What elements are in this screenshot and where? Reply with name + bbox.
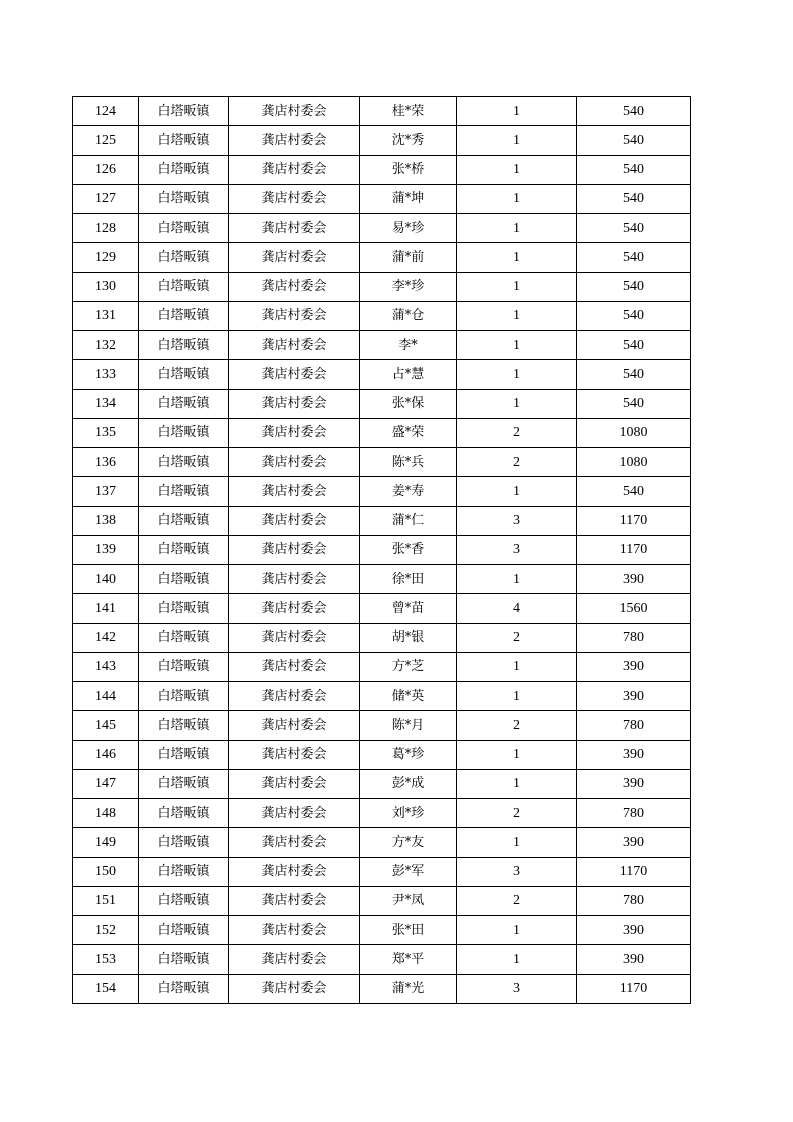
table-row [73, 711, 691, 740]
name-cell: 沈*秀 [360, 126, 457, 155]
town-cell: 白塔畈镇 [139, 945, 229, 974]
amount-cell: 540 [577, 272, 691, 301]
table-row [73, 682, 691, 711]
town-cell: 白塔畈镇 [139, 243, 229, 272]
row-number-cell: 132 [73, 331, 139, 360]
count-cell: 1 [457, 360, 577, 389]
town-cell: 白塔畈镇 [139, 799, 229, 828]
amount-cell: 1080 [577, 418, 691, 447]
roster-table-body [73, 97, 691, 1004]
count-cell: 2 [457, 623, 577, 652]
name-cell: 张*香 [360, 535, 457, 564]
count-cell: 1 [457, 477, 577, 506]
village-cell: 龚店村委会 [229, 448, 360, 477]
table-row [73, 740, 691, 769]
amount-cell: 540 [577, 126, 691, 155]
table-row [73, 769, 691, 798]
table-row [73, 243, 691, 272]
count-cell: 3 [457, 974, 577, 1003]
name-cell: 方*友 [360, 828, 457, 857]
count-cell: 1 [457, 97, 577, 126]
name-cell: 蒲*光 [360, 974, 457, 1003]
village-cell: 龚店村委会 [229, 477, 360, 506]
amount-cell: 780 [577, 623, 691, 652]
name-cell: 葛*珍 [360, 740, 457, 769]
row-number-cell: 149 [73, 828, 139, 857]
count-cell: 1 [457, 828, 577, 857]
table-row [73, 360, 691, 389]
table-row [73, 594, 691, 623]
amount-cell: 540 [577, 155, 691, 184]
table-row [73, 97, 691, 126]
name-cell: 彭*成 [360, 769, 457, 798]
village-cell: 龚店村委会 [229, 652, 360, 681]
amount-cell: 390 [577, 740, 691, 769]
town-cell: 白塔畈镇 [139, 184, 229, 213]
town-cell: 白塔畈镇 [139, 418, 229, 447]
town-cell: 白塔畈镇 [139, 331, 229, 360]
table-row [73, 974, 691, 1003]
town-cell: 白塔畈镇 [139, 916, 229, 945]
amount-cell: 780 [577, 711, 691, 740]
table-row [73, 506, 691, 535]
name-cell: 张*桥 [360, 155, 457, 184]
table-row [73, 126, 691, 155]
amount-cell: 390 [577, 828, 691, 857]
name-cell: 胡*银 [360, 623, 457, 652]
table-row [73, 857, 691, 886]
table-row [73, 272, 691, 301]
name-cell: 蒲*前 [360, 243, 457, 272]
table-row [73, 418, 691, 447]
row-number-cell: 131 [73, 301, 139, 330]
village-cell: 龚店村委会 [229, 594, 360, 623]
village-cell: 龚店村委会 [229, 243, 360, 272]
table-row [73, 389, 691, 418]
town-cell: 白塔畈镇 [139, 594, 229, 623]
row-number-cell: 129 [73, 243, 139, 272]
amount-cell: 1170 [577, 974, 691, 1003]
table-row [73, 799, 691, 828]
village-cell: 龚店村委会 [229, 769, 360, 798]
count-cell: 1 [457, 272, 577, 301]
count-cell: 1 [457, 945, 577, 974]
count-cell: 1 [457, 652, 577, 681]
town-cell: 白塔畈镇 [139, 360, 229, 389]
name-cell: 陈*月 [360, 711, 457, 740]
village-cell: 龚店村委会 [229, 214, 360, 243]
name-cell: 储*英 [360, 682, 457, 711]
town-cell: 白塔畈镇 [139, 155, 229, 184]
town-cell: 白塔畈镇 [139, 506, 229, 535]
amount-cell: 540 [577, 97, 691, 126]
amount-cell: 1170 [577, 535, 691, 564]
town-cell: 白塔畈镇 [139, 711, 229, 740]
row-number-cell: 138 [73, 506, 139, 535]
amount-cell: 540 [577, 301, 691, 330]
town-cell: 白塔畈镇 [139, 565, 229, 594]
name-cell: 郑*平 [360, 945, 457, 974]
amount-cell: 540 [577, 184, 691, 213]
table-row [73, 828, 691, 857]
count-cell: 1 [457, 301, 577, 330]
name-cell: 李*珍 [360, 272, 457, 301]
row-number-cell: 124 [73, 97, 139, 126]
row-number-cell: 141 [73, 594, 139, 623]
town-cell: 白塔畈镇 [139, 857, 229, 886]
village-cell: 龚店村委会 [229, 418, 360, 447]
name-cell: 姜*寿 [360, 477, 457, 506]
village-cell: 龚店村委会 [229, 535, 360, 564]
village-cell: 龚店村委会 [229, 711, 360, 740]
town-cell: 白塔畈镇 [139, 272, 229, 301]
village-cell: 龚店村委会 [229, 126, 360, 155]
count-cell: 1 [457, 184, 577, 213]
count-cell: 2 [457, 799, 577, 828]
village-cell: 龚店村委会 [229, 916, 360, 945]
name-cell: 徐*田 [360, 565, 457, 594]
table-row [73, 535, 691, 564]
count-cell: 1 [457, 916, 577, 945]
table-row [73, 214, 691, 243]
amount-cell: 540 [577, 243, 691, 272]
amount-cell: 540 [577, 477, 691, 506]
amount-cell: 540 [577, 360, 691, 389]
town-cell: 白塔畈镇 [139, 740, 229, 769]
table-row [73, 477, 691, 506]
village-cell: 龚店村委会 [229, 565, 360, 594]
village-cell: 龚店村委会 [229, 272, 360, 301]
town-cell: 白塔畈镇 [139, 301, 229, 330]
town-cell: 白塔畈镇 [139, 828, 229, 857]
name-cell: 蒲*仓 [360, 301, 457, 330]
row-number-cell: 139 [73, 535, 139, 564]
row-number-cell: 148 [73, 799, 139, 828]
town-cell: 白塔畈镇 [139, 126, 229, 155]
name-cell: 盛*荣 [360, 418, 457, 447]
village-cell: 龚店村委会 [229, 945, 360, 974]
village-cell: 龚店村委会 [229, 155, 360, 184]
name-cell: 蒲*仁 [360, 506, 457, 535]
count-cell: 1 [457, 565, 577, 594]
town-cell: 白塔畈镇 [139, 769, 229, 798]
name-cell: 占*慧 [360, 360, 457, 389]
town-cell: 白塔畈镇 [139, 886, 229, 915]
table-row [73, 184, 691, 213]
town-cell: 白塔畈镇 [139, 652, 229, 681]
count-cell: 1 [457, 389, 577, 418]
village-cell: 龚店村委会 [229, 740, 360, 769]
count-cell: 3 [457, 857, 577, 886]
amount-cell: 390 [577, 769, 691, 798]
town-cell: 白塔畈镇 [139, 97, 229, 126]
amount-cell: 390 [577, 916, 691, 945]
row-number-cell: 144 [73, 682, 139, 711]
row-number-cell: 127 [73, 184, 139, 213]
name-cell: 张*田 [360, 916, 457, 945]
village-cell: 龚店村委会 [229, 97, 360, 126]
town-cell: 白塔畈镇 [139, 682, 229, 711]
amount-cell: 390 [577, 652, 691, 681]
amount-cell: 780 [577, 886, 691, 915]
amount-cell: 390 [577, 682, 691, 711]
row-number-cell: 143 [73, 652, 139, 681]
table-row [73, 652, 691, 681]
count-cell: 1 [457, 682, 577, 711]
name-cell: 蒲*坤 [360, 184, 457, 213]
count-cell: 1 [457, 243, 577, 272]
row-number-cell: 136 [73, 448, 139, 477]
roster-table [72, 96, 691, 1004]
village-cell: 龚店村委会 [229, 857, 360, 886]
name-cell: 张*保 [360, 389, 457, 418]
row-number-cell: 126 [73, 155, 139, 184]
count-cell: 1 [457, 126, 577, 155]
row-number-cell: 125 [73, 126, 139, 155]
table-row [73, 945, 691, 974]
name-cell: 桂*荣 [360, 97, 457, 126]
town-cell: 白塔畈镇 [139, 448, 229, 477]
count-cell: 1 [457, 331, 577, 360]
table-row [73, 623, 691, 652]
town-cell: 白塔畈镇 [139, 214, 229, 243]
table-row [73, 331, 691, 360]
village-cell: 龚店村委会 [229, 682, 360, 711]
town-cell: 白塔畈镇 [139, 623, 229, 652]
table-row [73, 448, 691, 477]
row-number-cell: 153 [73, 945, 139, 974]
row-number-cell: 135 [73, 418, 139, 447]
count-cell: 2 [457, 448, 577, 477]
town-cell: 白塔畈镇 [139, 974, 229, 1003]
village-cell: 龚店村委会 [229, 828, 360, 857]
amount-cell: 390 [577, 565, 691, 594]
row-number-cell: 140 [73, 565, 139, 594]
village-cell: 龚店村委会 [229, 886, 360, 915]
count-cell: 3 [457, 506, 577, 535]
row-number-cell: 154 [73, 974, 139, 1003]
table-row [73, 886, 691, 915]
name-cell: 陈*兵 [360, 448, 457, 477]
amount-cell: 1080 [577, 448, 691, 477]
row-number-cell: 128 [73, 214, 139, 243]
table-row [73, 565, 691, 594]
village-cell: 龚店村委会 [229, 623, 360, 652]
village-cell: 龚店村委会 [229, 799, 360, 828]
row-number-cell: 150 [73, 857, 139, 886]
count-cell: 2 [457, 886, 577, 915]
table-row [73, 301, 691, 330]
row-number-cell: 146 [73, 740, 139, 769]
village-cell: 龚店村委会 [229, 389, 360, 418]
amount-cell: 540 [577, 331, 691, 360]
town-cell: 白塔畈镇 [139, 477, 229, 506]
row-number-cell: 147 [73, 769, 139, 798]
amount-cell: 540 [577, 214, 691, 243]
name-cell: 刘*珍 [360, 799, 457, 828]
amount-cell: 390 [577, 945, 691, 974]
table-row [73, 155, 691, 184]
amount-cell: 1170 [577, 506, 691, 535]
village-cell: 龚店村委会 [229, 301, 360, 330]
row-number-cell: 130 [73, 272, 139, 301]
village-cell: 龚店村委会 [229, 360, 360, 389]
amount-cell: 780 [577, 799, 691, 828]
count-cell: 2 [457, 418, 577, 447]
name-cell: 李* [360, 331, 457, 360]
count-cell: 1 [457, 214, 577, 243]
village-cell: 龚店村委会 [229, 974, 360, 1003]
name-cell: 易*珍 [360, 214, 457, 243]
village-cell: 龚店村委会 [229, 331, 360, 360]
amount-cell: 540 [577, 389, 691, 418]
row-number-cell: 134 [73, 389, 139, 418]
count-cell: 1 [457, 740, 577, 769]
amount-cell: 1560 [577, 594, 691, 623]
count-cell: 2 [457, 711, 577, 740]
amount-cell: 1170 [577, 857, 691, 886]
name-cell: 尹*凤 [360, 886, 457, 915]
town-cell: 白塔畈镇 [139, 389, 229, 418]
row-number-cell: 133 [73, 360, 139, 389]
count-cell: 3 [457, 535, 577, 564]
row-number-cell: 137 [73, 477, 139, 506]
town-cell: 白塔畈镇 [139, 535, 229, 564]
village-cell: 龚店村委会 [229, 506, 360, 535]
name-cell: 方*芝 [360, 652, 457, 681]
name-cell: 曾*苗 [360, 594, 457, 623]
village-cell: 龚店村委会 [229, 184, 360, 213]
name-cell: 彭*军 [360, 857, 457, 886]
row-number-cell: 151 [73, 886, 139, 915]
count-cell: 1 [457, 155, 577, 184]
count-cell: 4 [457, 594, 577, 623]
count-cell: 1 [457, 769, 577, 798]
row-number-cell: 142 [73, 623, 139, 652]
row-number-cell: 152 [73, 916, 139, 945]
row-number-cell: 145 [73, 711, 139, 740]
table-row [73, 916, 691, 945]
